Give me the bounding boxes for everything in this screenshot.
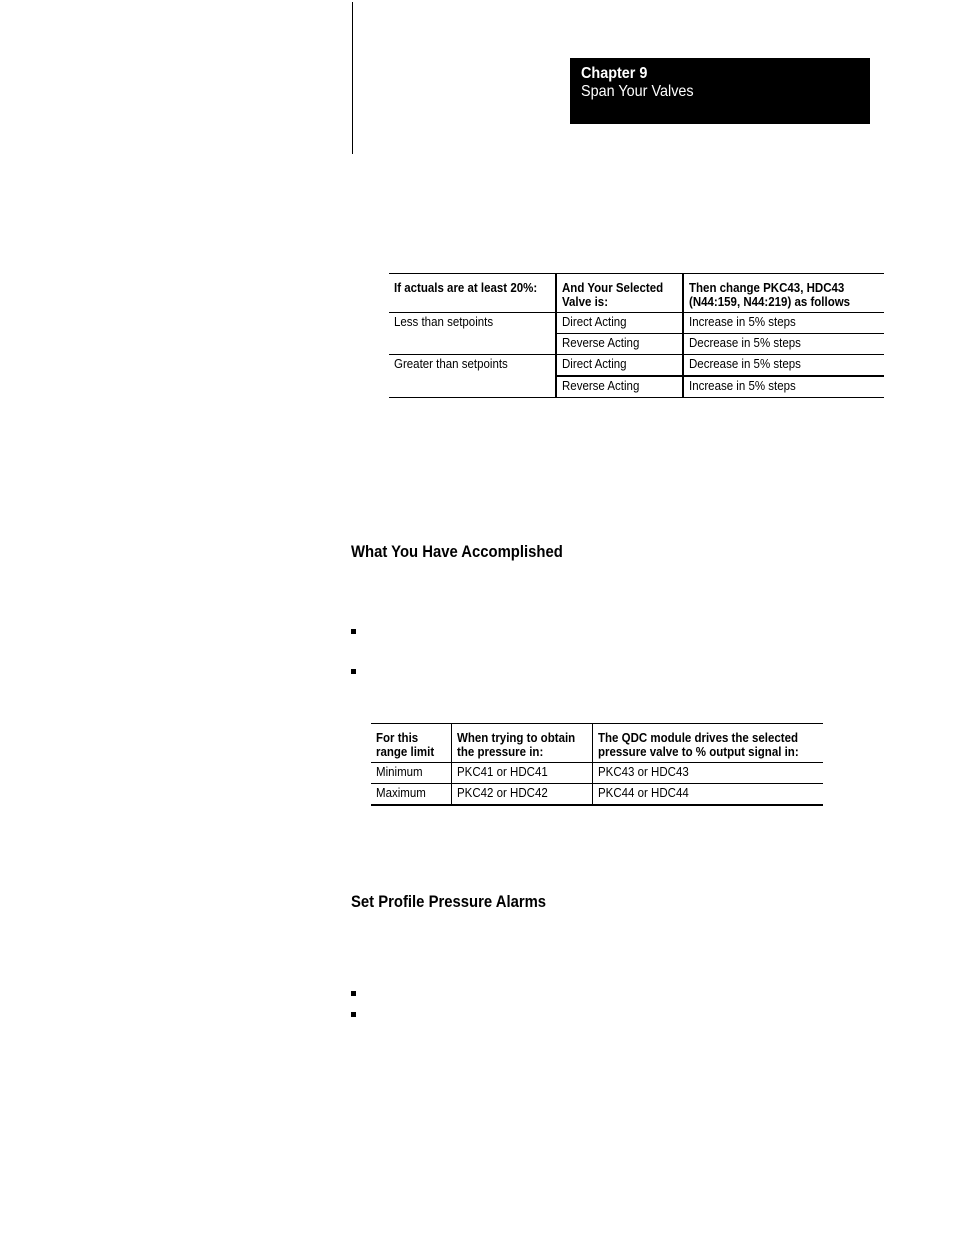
table-cell-action: Decrease in 5% steps: [683, 334, 884, 355]
bullet-marker: [351, 1012, 356, 1017]
table-row: [371, 763, 823, 784]
bullet-marker: [351, 629, 356, 634]
range-limit-table: [371, 723, 823, 806]
table-cell-action: Increase in 5% steps: [683, 376, 884, 398]
table-row: [371, 784, 823, 806]
table-cell-valve: Direct Acting: [556, 313, 683, 334]
chapter-label: Chapter 9: [581, 65, 648, 82]
table-cell: Minimum: [371, 763, 452, 784]
section-heading: What You Have Accomplished: [351, 543, 563, 561]
table-header-row: [371, 724, 823, 763]
table-cell: Maximum: [371, 784, 452, 806]
table-cell-action: Decrease in 5% steps: [683, 355, 884, 377]
valve-adjustment-table: [389, 273, 884, 398]
table-cell-valve: Direct Acting: [556, 355, 683, 377]
table-row: [389, 313, 884, 334]
table-cell-condition: Less than setpoints: [389, 313, 556, 355]
table-cell: PKC42 or HDC42: [452, 784, 593, 806]
table-cell: PKC44 or HDC44: [593, 784, 824, 806]
chapter-title: Span Your Valves: [581, 83, 694, 100]
bullet-marker: [351, 669, 356, 674]
table-cell-valve: Reverse Acting: [556, 334, 683, 355]
table-header-row: [389, 274, 884, 313]
table-header-cell: If actuals are at least 20%:: [389, 274, 556, 313]
table-row: [389, 355, 884, 377]
table-header-cell: And Your Selected Valve is:: [556, 274, 683, 313]
chapter-header: [570, 58, 870, 124]
section-heading: Set Profile Pressure Alarms: [351, 893, 547, 911]
margin-rule: [352, 2, 353, 154]
table-header-cell: When trying to obtain the pressure in:: [452, 724, 593, 763]
table-header-cell: Then change PKC43, HDC43 (N44:159, N44:219) as follows: [683, 274, 884, 313]
table-header-cell: The QDC module drives the selected pressure valve to % output signal in:: [593, 724, 824, 763]
table-cell: PKC41 or HDC41: [452, 763, 593, 784]
table-header-cell: For this range limit: [371, 724, 452, 763]
table-cell: PKC43 or HDC43: [593, 763, 824, 784]
bullet-marker: [351, 991, 356, 996]
table-cell-condition: Greater than setpoints: [389, 355, 556, 398]
table-cell-valve: Reverse Acting: [556, 376, 683, 398]
table-cell-action: Increase in 5% steps: [683, 313, 884, 334]
